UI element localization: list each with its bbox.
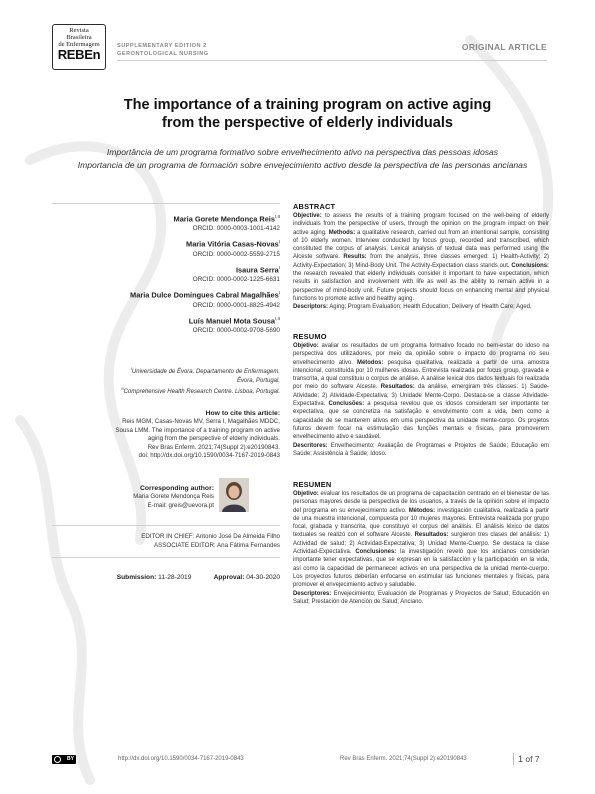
abstract-body: Objective: to assess the results of a training program focused on the well-being of elderly individuals from the perspective of users, through the opinion on the program impact on their active aging. Methods: a qualitative research, carried out from an intentional sample, consisting of 10 elderly women. Interview conducted by focus group, recorded and transcribed, which constituted the corpus of analysis. Lexical analysis of textual data was performed using the Alceste software. Results: from the analysis, three classes emerged: 1) Health-Activity; 2) Activity-Expectation; 3) Mind-Body Unit. The Activity-Expectation class stands out. Conclusions: the research revealed that elderly individuals consider it important to have expectation, which results in satisfaction and involvement with life as well as the ability to remain active in a perspective of mind-body unit. Future projects should focus on enhancing mental and physical functions to promote active and healthy aging. Descriptors: Aging; Program Evaluation; Health Education; Delivery of Health Care; Aged.	[293, 213, 550, 311]
logo-line-2: Brasileira	[66, 34, 92, 41]
resumo-heading: RESUMO	[293, 332, 327, 341]
approval-date: Approval: 04-30-2020	[213, 574, 280, 581]
author-entry	[52, 288, 280, 309]
edition-info	[117, 42, 209, 58]
author-name: Isaura Serra$^I$	[236, 264, 280, 275]
page-number	[518, 754, 540, 764]
corresponding-title: Corresponding author:	[139, 485, 214, 492]
authors-divider	[52, 203, 280, 204]
submission-date: Submission: 11-28-2019	[116, 574, 192, 581]
citation-line: Rev Bras Enferm. 2021;74(Suppl 2):e20190843.	[147, 443, 280, 451]
affiliation-1: $^I$Universidade de Évora, Departamento de Enfermagem. Évora, Portugal.	[130, 366, 280, 384]
resumen-heading: RESUMEN	[293, 480, 332, 489]
citation-line: Reis MGM, Casas-Novas MV, Serra I, Magalhães MDDC,	[122, 418, 280, 425]
subtitle-portuguese: Importância de um programa formativo sobre envelhecimento ativo na perspectiva das pessoas idosas	[106, 147, 499, 157]
author-orcid[interactable]: ORCID: 0000-0003-1001-4142	[192, 225, 280, 233]
article-title	[60, 96, 555, 132]
logo-acronym: REBEn	[57, 47, 101, 62]
author-name: Maria Gorete Mendonça Reis$^{I,II}$	[173, 214, 280, 224]
author-orcid[interactable]: ORCID: 0000-0002-1225-6631	[192, 276, 280, 284]
corresponding-author	[52, 484, 214, 510]
submission-dates	[52, 566, 280, 584]
authors-list	[52, 212, 280, 339]
citation-doi[interactable]: doi: http://dx.doi.org/10.1590/0034-7167-2019-0843	[138, 452, 280, 460]
abstract-heading: ABSTRACT	[293, 202, 336, 211]
author-entry	[52, 263, 280, 284]
title-line-1: The importance of a training program on active aging	[123, 97, 492, 113]
author-name: Luís Manuel Mota Sousa$^{I,II}$	[188, 315, 280, 326]
section-label: GERONTOLOGICAL NURSING	[117, 51, 209, 57]
journal-logo	[52, 24, 106, 70]
author-orcid[interactable]: ORCID: 0000-0002-9708-5690	[192, 327, 280, 335]
title-line-2: from the perspective of elderly individuals	[162, 115, 453, 131]
page-total: of 7	[525, 754, 540, 764]
license-label: BY	[67, 755, 74, 762]
header-divider	[117, 60, 547, 61]
logo-line-3: de Enfermagem	[58, 41, 100, 48]
associate-editor: ASSOCIATE EDITOR: Ana Fátima Fernandes	[154, 542, 280, 549]
resumen-section	[293, 480, 549, 606]
how-to-cite-title: How to cite this article:	[205, 410, 280, 417]
footer-reference: Rev Bras Enferm. 2021;74(Suppl 2):e20190843	[340, 756, 467, 762]
affiliation-2: $^{II}$Comprehensive Health Research Centre. Lisboa, Portugal.	[121, 386, 280, 395]
supplement-label: SUPPLEMENTARY EDITION 2	[117, 43, 207, 49]
subtitle-spanish: Importancia de un programa de formación sobre envejecimiento activo desde la perspectiva de las personas ancianas	[77, 160, 528, 170]
corresponding-name: Maria Gorete Mendonça Reis	[133, 493, 214, 500]
resumen-body: Objetivo: evaluar los resultados de un programa de capacitación centrado en el bienestar de las personas mayores desde la perspectiva de los usuarios, a través de la opinión sobre el impacto del programa en su envejecimiento activo. Métodos: investigación cualitativa, realizada a partir de una muestra intencional, compuesta por 10 mujeres mayores. Entrevista realizada por grupo focal, grabada y transcrita, que constituyó el corpus del análisis. El análisis léxico de datos textuales se realizó con el software Alceste. Resultados: surgieron tres clases del análisis: 1) Actividad de salud; 2) Actividad-Expectativa; 3) Unidad Mente-Cuerpo. Se destaca la clase Actividad-Expectativa. Conclusiones: la investigación reveló que los ancianos consideran importante tener expectativas, que se expresan en la satisfacción y la participación en la vida, así como la capacidad de permanecer activos en una perspectiva de la unidad mente-cuerpo. Los proyectos futuros deberían enfocarse en estimular las funciones mentales y físicas, para promover el envejecimiento activo y saludable. Descriptores: Envejecimiento; Evaluación de Programas y Proyectos de Salud; Educación en Salud; Prestación de Atención de Salud; Anciano.	[293, 491, 550, 605]
resumo-body: Objetivo: avaliar os resultados de um programa formativo focado no bem-estar do idoso na perspectiva dos utilizadores, por meio da opinião sobre o impacto do programa no seu envelhecimento ativo. Métodos: pesquisa qualitativa, realizada a partir de uma amostra intencional, constituída por 10 mulheres idosas. Entrevista realizada por focus group, gravada e transcrita, a qual constituiu o corpus de análise. A análise lexical dos dados textuais foi realizada por meio do software Alceste. Resultados: da análise, emergiram três classes: 1) Saúde-Atividade; 2) Atividade-Expectativa; 3) Unidade Mente-Corpo. Destaca-se a classe Atividade-Expectativa. Conclusões: a pesquisa revelou que os idosos consideram ser importante ter expectativa, que se concretiza na satisfação e envolvimento com a vida, bem como a capacidade de se manterem ativos em uma perspectiva da unidade mente-corpo. Os projetos futuros devem focar na estimulação das funções mentais e físicas, para promoverem envelhecimento ativo e saudável. Descritores: Envelhecimento; Avaliação de Programas e Projetos de Saúde; Educação em Saúde; Assistência à Saúde; Idoso.	[293, 343, 550, 457]
author-name: Maria Vitória Casas-Novas$^I$	[186, 239, 280, 249]
how-to-cite	[52, 409, 280, 461]
author-orcid[interactable]: ORCID: 0000-0002-5559-2715	[192, 250, 280, 258]
logo-line-1: Revista	[69, 27, 89, 34]
dates-divider	[52, 557, 280, 558]
citation-line: Sousa LMM. The importance of a training program on active	[115, 426, 280, 434]
editors-divider	[52, 525, 280, 526]
editors	[52, 532, 280, 550]
citation-line: aging from the perspective of elderly individuals.	[147, 435, 280, 443]
editor-in-chief: EDITOR IN CHIEF: Antonio José De Almeida Filho	[141, 533, 280, 540]
abstract-section	[293, 202, 549, 312]
author-entry	[52, 212, 280, 233]
corresponding-email[interactable]: E-mail: greis@uevora.pt	[147, 501, 214, 509]
cc-license-icon[interactable]	[52, 755, 76, 764]
affiliations	[52, 365, 280, 397]
footer-doi-link[interactable]: http://dx.doi.org/10.1590/0034-7167-2019-0843	[118, 756, 244, 762]
resumo-section	[293, 332, 549, 458]
author-name: Maria Dulce Domingues Cabral Magalhães$^I$	[130, 290, 280, 300]
page-current: 1	[518, 754, 524, 764]
author-orcid[interactable]: ORCID: 0000-0001-8825-4942	[192, 301, 280, 309]
article-type: ORIGINAL ARTICLE	[461, 42, 547, 52]
author-entry	[52, 237, 280, 258]
author-entry	[52, 314, 280, 335]
author-photo	[219, 478, 249, 512]
footer-divider	[513, 753, 514, 765]
